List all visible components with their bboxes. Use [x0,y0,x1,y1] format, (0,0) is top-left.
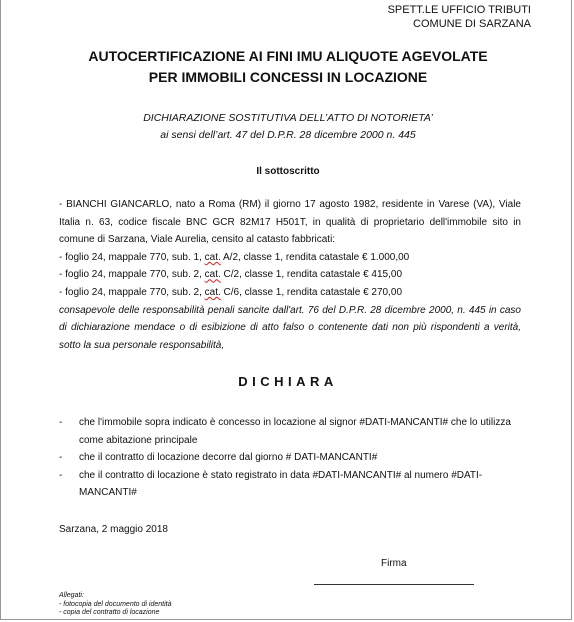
list-dash: - [59,452,63,464]
title-line-2: PER IMMOBILI CONCESSI IN LOCAZIONE [148,69,428,85]
property-prefix: - foglio 24, mappale 770, sub. 2, [59,286,205,298]
property-line [59,284,521,302]
place-date: Sarzana, 2 maggio 2018 [59,524,168,535]
declaration-text: che il contratto di locazione è stato registrato in data #DATI-MANCANTI# al numero #DATI-MANCANTI# [79,469,483,499]
property-suffix: C/2, classe 1, rendita catastale € 415,00 [220,269,403,281]
property-line [59,249,521,267]
property-cat: cat. [204,251,221,263]
list-dash: - [59,417,63,428]
addressee-line-2: COMUNE DI SARZANA [413,18,531,30]
firma-label: Firma [381,558,407,569]
addressee-block [388,3,531,31]
title-line-1: AUTOCERTIFICAZIONE AI FINI IMU ALIQUOTE AGEVOLATE [88,48,488,64]
attachment-item: - fotocopia del documento di identità [59,600,172,608]
document-title [1,46,574,88]
list-item [59,467,529,502]
declarant-section [59,196,521,354]
subtitle-line-2: ai sensi dell’art. 47 del D.P.R. 28 dicembre 2000 n. 445 [160,129,416,141]
property-prefix: - foglio 24, mappale 770, sub. 1, [59,251,205,263]
subtitle-line-1: DICHIARAZIONE SOSTITUTIVA DELL’ATTO DI NOTORIETA’ [143,112,433,124]
addressee-line-1: SPETT.LE UFFICIO TRIBUTI [387,4,531,16]
consapevole-paragraph: consapevole delle responsabilità penali sancite dall'art. 76 del D.P.R. 28 dicembre 2000, n. 445 in caso di dichiarazione mendace o di esibizione di atto falso o contenente dati non più rispondenti a verità, sotto la sua personale responsabilità, [59,304,521,351]
property-suffix: C/6, classe 1, rendita catastale € 270,00 [220,286,403,298]
attachments-block [59,592,171,618]
property-cat: cat. [204,269,221,281]
list-item [59,414,529,449]
property-prefix: - foglio 24, mappale 770, sub. 2, [59,269,205,281]
attachments-label: Allegati: [59,592,84,599]
declarant-paragraph: - BIANCHI GIANCARLO, nato a Roma (RM) il giorno 17 agosto 1982, residente in Varese (VA), Viale Italia n. 63, codice fiscale BNC GCR 82M17 H501T, in qualità di proprietario dell'immobile sito in comune di Sarzana, Viale Aurelia, censito al catasto fabbricati: [59,199,521,246]
dichiara-heading: DICHIARA [238,374,338,389]
attachment-item: - copia del contratto di locazione [59,609,160,616]
list-item [59,449,529,467]
declaration-text: che il contratto di locazione decorre dal giorno # DATI-MANCANTI# [79,452,378,464]
sottoscritto-heading: Il sottoscritto [256,166,320,177]
document-subtitle [1,110,574,144]
list-dash: - [59,469,63,481]
declaration-text: che l'immobile sopra indicato è concesso in locazione al signor #DATI-MANCANTI# che lo utilizza come abitazione principale [79,417,511,446]
property-cat: cat. [204,286,221,298]
property-line [59,266,521,284]
declaration-list [59,414,529,502]
signature-line [314,584,474,585]
property-suffix: A/2, classe 1, rendita catastale € 1.000,00 [220,251,410,263]
